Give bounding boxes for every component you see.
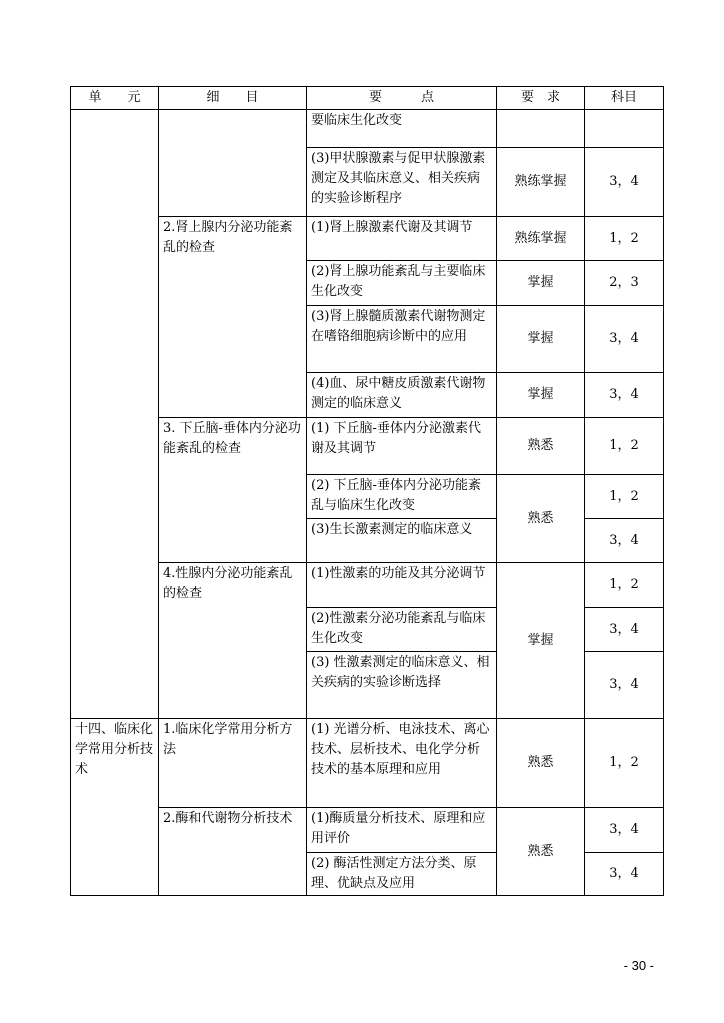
- requirement-cell: 掌握: [497, 563, 585, 719]
- subject-cell: 3. 下丘脑-垂体内分泌功能紊乱的检查: [159, 418, 307, 563]
- course-cell: 3，4: [585, 853, 664, 896]
- header-row: [71, 87, 664, 110]
- point-cell: (4)血、尿中糖皮质激素代谢物测定的临床意义: [307, 373, 497, 418]
- point-cell: (3)甲状腺激素与促甲状腺激素测定及其临床意义、相关疾病的实验诊断程序: [307, 148, 497, 217]
- course-cell: 3，4: [585, 373, 664, 418]
- course-cell: 1，2: [585, 475, 664, 519]
- course-cell: 1，2: [585, 719, 664, 808]
- point-cell: (1) 光谱分析、电泳技术、离心技术、层析技术、电化学分析技术的基本原理和应用: [307, 719, 497, 808]
- header-points: 要 点: [307, 87, 497, 110]
- course-cell: 1，2: [585, 217, 664, 261]
- unit-cell: 十四、临床化学常用分析技术: [71, 719, 159, 896]
- point-cell: (2)性激素分泌功能紊乱与临床生化改变: [307, 608, 497, 652]
- table-row: [71, 563, 664, 608]
- point-cell: (3)生长激素测定的临床意义: [307, 519, 497, 563]
- point-cell: (2) 下丘脑-垂体内分泌功能紊乱与临床生化改变: [307, 475, 497, 519]
- table-row: [71, 110, 664, 148]
- point-cell: (1)酶质量分析技术、原理和应用评价: [307, 808, 497, 853]
- table-row: [71, 808, 664, 853]
- course-cell: 3，4: [585, 808, 664, 853]
- point-cell: (1)肾上腺激素代谢及其调节: [307, 217, 497, 261]
- requirement-cell: 熟练掌握: [497, 148, 585, 217]
- course-cell: 3，4: [585, 148, 664, 217]
- table-row: [71, 418, 664, 475]
- subject-cell: 2.肾上腺内分泌功能紊乱的检查: [159, 217, 307, 418]
- course-cell: 3，4: [585, 519, 664, 563]
- subject-cell: 1.临床化学常用分析方法: [159, 719, 307, 808]
- course-cell: 1，2: [585, 418, 664, 475]
- point-cell: (1)性激素的功能及其分泌调节: [307, 563, 497, 608]
- requirement-cell: 掌握: [497, 373, 585, 418]
- syllabus-table: [70, 86, 664, 896]
- table-row: [71, 719, 664, 808]
- requirement-cell: [497, 110, 585, 148]
- point-cell: (3)肾上腺髓质激素代谢物测定在嗜铬细胞病诊断中的应用: [307, 306, 497, 373]
- header-requirement: 要 求: [497, 87, 585, 110]
- page-number: - 30 -: [623, 958, 654, 973]
- requirement-cell: 熟练掌握: [497, 217, 585, 261]
- requirement-cell: 掌握: [497, 306, 585, 373]
- subject-cell: [159, 110, 307, 217]
- course-cell: 3，4: [585, 652, 664, 719]
- point-cell: 要临床生化改变: [307, 110, 497, 148]
- course-cell: 1，2: [585, 563, 664, 608]
- header-unit: 单 元: [71, 87, 159, 110]
- requirement-cell: 熟悉: [497, 719, 585, 808]
- point-cell: (2) 酶活性测定方法分类、原理、优缺点及应用: [307, 853, 497, 896]
- requirement-cell: 熟悉: [497, 475, 585, 563]
- point-cell: (1) 下丘脑-垂体内分泌激素代谢及其调节: [307, 418, 497, 475]
- unit-cell: [71, 110, 159, 719]
- header-course: 科目: [585, 87, 664, 110]
- course-cell: 3，4: [585, 608, 664, 652]
- course-cell: 3，4: [585, 306, 664, 373]
- subject-cell: 2.酶和代谢物分析技术: [159, 808, 307, 896]
- subject-cell: 4.性腺内分泌功能紊乱的检查: [159, 563, 307, 719]
- course-cell: 2，3: [585, 261, 664, 306]
- requirement-cell: 掌握: [497, 261, 585, 306]
- table-row: [71, 217, 664, 261]
- course-cell: [585, 110, 664, 148]
- point-cell: (2)肾上腺功能紊乱与主要临床生化改变: [307, 261, 497, 306]
- requirement-cell: 熟悉: [497, 808, 585, 896]
- requirement-cell: 熟悉: [497, 418, 585, 475]
- header-subject: 细 目: [159, 87, 307, 110]
- point-cell: (3) 性激素测定的临床意义、相关疾病的实验诊断选择: [307, 652, 497, 719]
